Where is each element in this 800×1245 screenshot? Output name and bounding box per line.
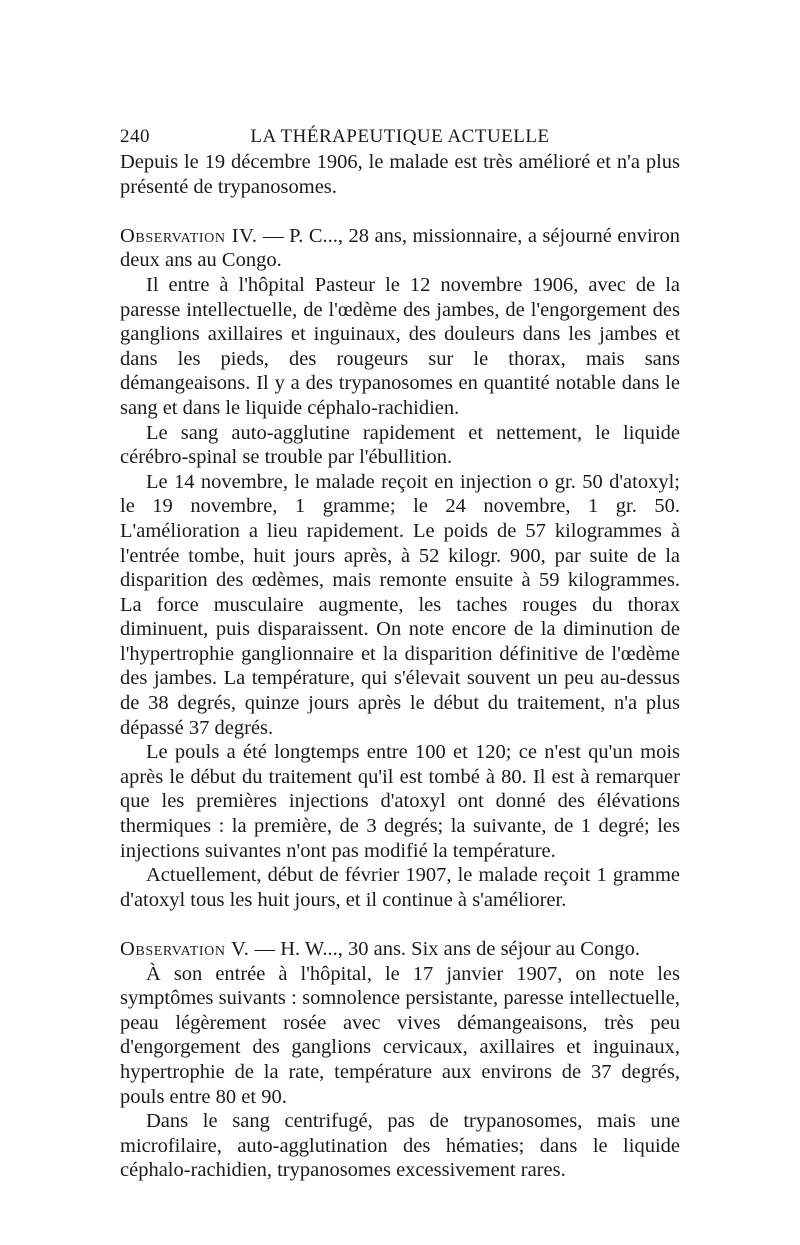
observation-text: — H. W..., 30 ans. Six ans de séjour au Congo. [249, 938, 641, 960]
paragraph: Le pouls a été longtemps entre 100 et 120; ce n'est qu'un mois après le début du traitement qu'il est tombé à 80. Il est à remarquer que les premières injections d'atoxyl ont donné des élévations thermiques : la première, de 3 degrés; la suivante, de 1 degré; les injections suivantes n'ont pas modifié la température. [120, 741, 680, 862]
paragraph: Dans le sang centrifugé, pas de trypanosomes, mais une microfilaire, auto-agglutination des hématies; dans le liquide céphalo-rachidien, trypanosomes excessivement rares. [120, 1110, 680, 1182]
paragraph: À son entrée à l'hôpital, le 17 janvier 1907, on note les symptômes suivants : somnolence persistante, paresse intellectuelle, peau légèrement rosée avec vives démangeaisons, très peu d'engorgement des ganglions cervicaux, axillaires et inguinaux, hypertrophie de la rate, température aux environs de 37 degrés, pouls entre 80 et 90. [120, 962, 680, 1108]
page-number: 240 [120, 126, 150, 147]
observation-paragraph [120, 937, 680, 962]
body-text [120, 150, 680, 1183]
paragraph: Le 14 novembre, le malade reçoit en injection o gr. 50 d'atoxyl; le 19 novembre, 1 gramme; le 24 novembre, 1 gr. 50. L'amélioration a lieu rapidement. Le poids de 57 kilogrammes à l'entrée tombe, huit jours après, à 52 kilogr. 900, par suite de la disparition des œdèmes, mais remonte ensuite à 59 kilogrammes. La force musculaire augmente, les taches rouges du thorax diminuent, puis disparaissent. On note encore de la diminution de l'hypertrophie ganglionnaire et la disparition définitive de l'œdème des jambes. La température, qui s'élevait souvent un peu au-dessus de 38 degrés, quinze jours après le début du traitement, n'a plus dépassé 37 degrés. [120, 470, 680, 739]
paragraph: Actuellement, début de février 1907, le malade reçoit 1 gramme d'atoxyl tous les huit jours, et il continue à s'améliorer. [120, 864, 680, 911]
running-title: LA THÉRAPEUTIQUE ACTUELLE [250, 126, 550, 147]
observation-heading: Observation V. [120, 938, 250, 960]
observation-text: — P. C..., 28 ans, missionnaire, a séjourné environ deux ans au Congo. [120, 224, 681, 272]
running-head [120, 126, 680, 148]
observation-paragraph [120, 224, 680, 273]
paragraph: Depuis le 19 décembre 1906, le malade est très amélioré et n'a plus présenté de trypanosomes. [120, 151, 680, 198]
observation-heading: Observation IV. [120, 224, 258, 247]
paragraph: Il entre à l'hôpital Pasteur le 12 novembre 1906, avec de la paresse intellectuelle, de l'œdème des jambes, de l'engorgement des ganglions axillaires et inguinaux, des douleurs dans les jambes et dans les pieds, des rougeurs sur le thorax, mais sans démangeaisons. Il y a des trypanosomes en quantité notable dans le sang et dans le liquide céphalo-rachidien. [120, 273, 680, 419]
paragraph: Le sang auto-agglutine rapidement et nettement, le liquide cérébro-spinal se trouble par l'ébullition. [120, 421, 680, 469]
